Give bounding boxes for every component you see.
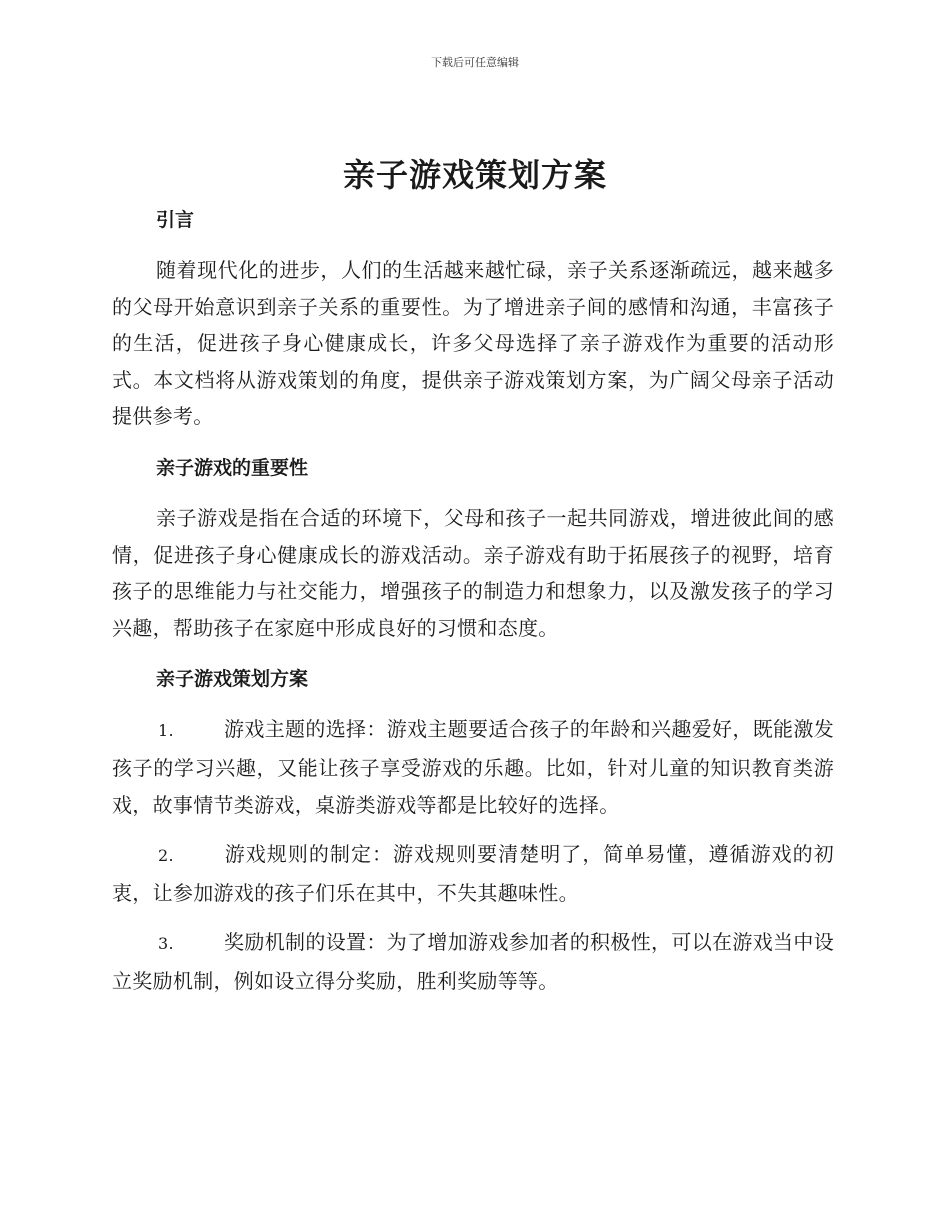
- header-note: 下载后可任意编辑: [431, 56, 519, 69]
- document-title: 亲子游戏策划方案: [342, 156, 607, 194]
- intro-paragraph: 随着现代化的进步，人们的生活越来越忙碌，亲子关系逐渐疏远，越来越多的父母开始意识到亲子关系的重要性。为了增进亲子间的感情和沟通，丰富孩子的生活，促进孩子身心健康成长，许多父母选择了亲子游戏作为重要的活动形式。本文档将从游戏策划的角度，提供亲子游戏策划方案，为广阔父母亲子活动提供参考。: [112, 258, 834, 429]
- list-item-number: 3.: [158, 934, 174, 954]
- section-heading-plan: 亲子游戏策划方案: [156, 668, 309, 691]
- list-item: [112, 711, 834, 823]
- list-item-text: 游戏主题的选择：游戏主题要适合孩子的年龄和兴趣爱好，既能激发孩子的学习兴趣，又能让孩子享受游戏的乐趣。比如，针对儿童的知识教育类游戏，故事情节类游戏，桌游类游戏等都是比较好的选择。: [112, 717, 834, 817]
- list-item-text: 游戏规则的制定：游戏规则要清楚明了，简单易懂，遵循游戏的初衷，让参加游戏的孩子们乐在其中，不失其趣味性。: [112, 842, 834, 905]
- section-heading-importance: 亲子游戏的重要性: [156, 456, 309, 479]
- list-item-number: 2.: [158, 846, 174, 866]
- list-item: [112, 836, 834, 911]
- importance-paragraph: 亲子游戏是指在合适的环境下，父母和孩子一起共同游戏，增进彼此间的感情，促进孩子身心健康成长的游戏活动。亲子游戏有助于拓展孩子的视野，培育孩子的思维能力与社交能力，增强孩子的制造力和想象力，以及激发孩子的学习兴趣，帮助孩子在家庭中形成良好的习惯和态度。: [112, 505, 834, 640]
- list-item-number: 1.: [158, 721, 174, 741]
- list-item: [112, 924, 834, 999]
- section-heading-intro: 引言: [156, 209, 195, 231]
- document-body: [112, 200, 834, 1000]
- list-item-text: 奖励机制的设置：为了增加游戏参加者的积极性，可以在游戏当中设立奖励机制，例如设立得分奖励，胜利奖励等等。: [112, 930, 834, 993]
